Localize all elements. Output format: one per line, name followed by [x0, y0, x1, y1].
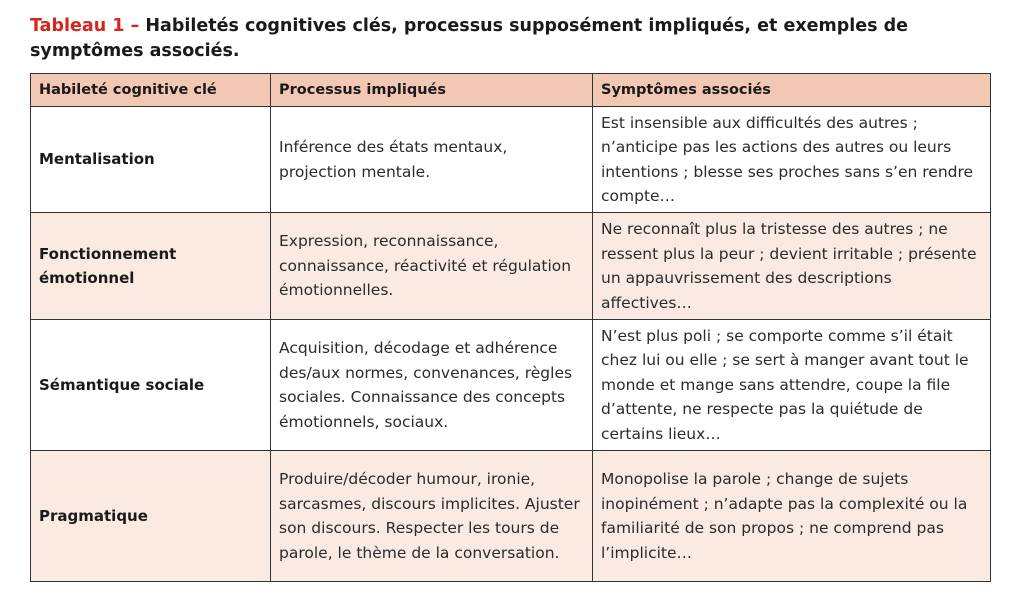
row-key: Sémantique sociale: [31, 320, 271, 451]
row-symptoms: Est insensible aux difficultés des autres ; n’anticipe pas les actions des autres ou leurs intentions ; blesse ses proches sans s’en rendre compte…: [593, 107, 991, 213]
row-processes: Expression, reconnaissance, connaissance, réactivité et régulation émotionnelles.: [271, 213, 593, 320]
table-title: [30, 14, 990, 64]
header-symptoms: Symptômes associés: [593, 74, 991, 107]
row-symptoms: Monopolise la parole ; change de sujets inopinément ; n’adapte pas la complexité ou la familiarité de son propos ; ne comprend pas l’implicite…: [593, 451, 991, 582]
cognitive-skills-table: [30, 73, 991, 582]
table-row: [31, 213, 991, 320]
row-key: Mentalisation: [31, 107, 271, 213]
row-processes: Acquisition, décodage et adhérence des/aux normes, convenances, règles sociales. Connaissance des concepts émotionnels, sociaux.: [271, 320, 593, 451]
row-processes: Produire/décoder humour, ironie, sarcasmes, discours implicites. Ajuster son discours. Respecter les tours de parole, le thème de la conversation.: [271, 451, 593, 582]
header-skill: Habileté cognitive clé: [31, 74, 271, 107]
row-key: Pragmatique: [31, 451, 271, 582]
table-header-row: [31, 74, 991, 107]
table-title-text: Habiletés cognitives clés, processus supposément impliqués, et exemples de symptômes associés.: [30, 16, 909, 61]
row-processes: Inférence des états mentaux, projection mentale.: [271, 107, 593, 213]
table-row: [31, 107, 991, 213]
row-symptoms: N’est plus poli ; se comporte comme s’il était chez lui ou elle ; se sert à manger avant tout le monde et mange sans attendre, coupe la file d’attente, ne respecte pas la quiétude de certains lieux…: [593, 320, 991, 451]
table-row: [31, 320, 991, 451]
header-processes: Processus impliqués: [271, 74, 593, 107]
row-key: Fonctionnement émotionnel: [31, 213, 271, 320]
row-symptoms: Ne reconnaît plus la tristesse des autres ; ne ressent plus la peur ; devient irritable ; présente un appauvrissement des descriptions affectives…: [593, 213, 991, 320]
table-row: [31, 451, 991, 582]
table-title-label: Tableau 1 –: [30, 16, 140, 36]
